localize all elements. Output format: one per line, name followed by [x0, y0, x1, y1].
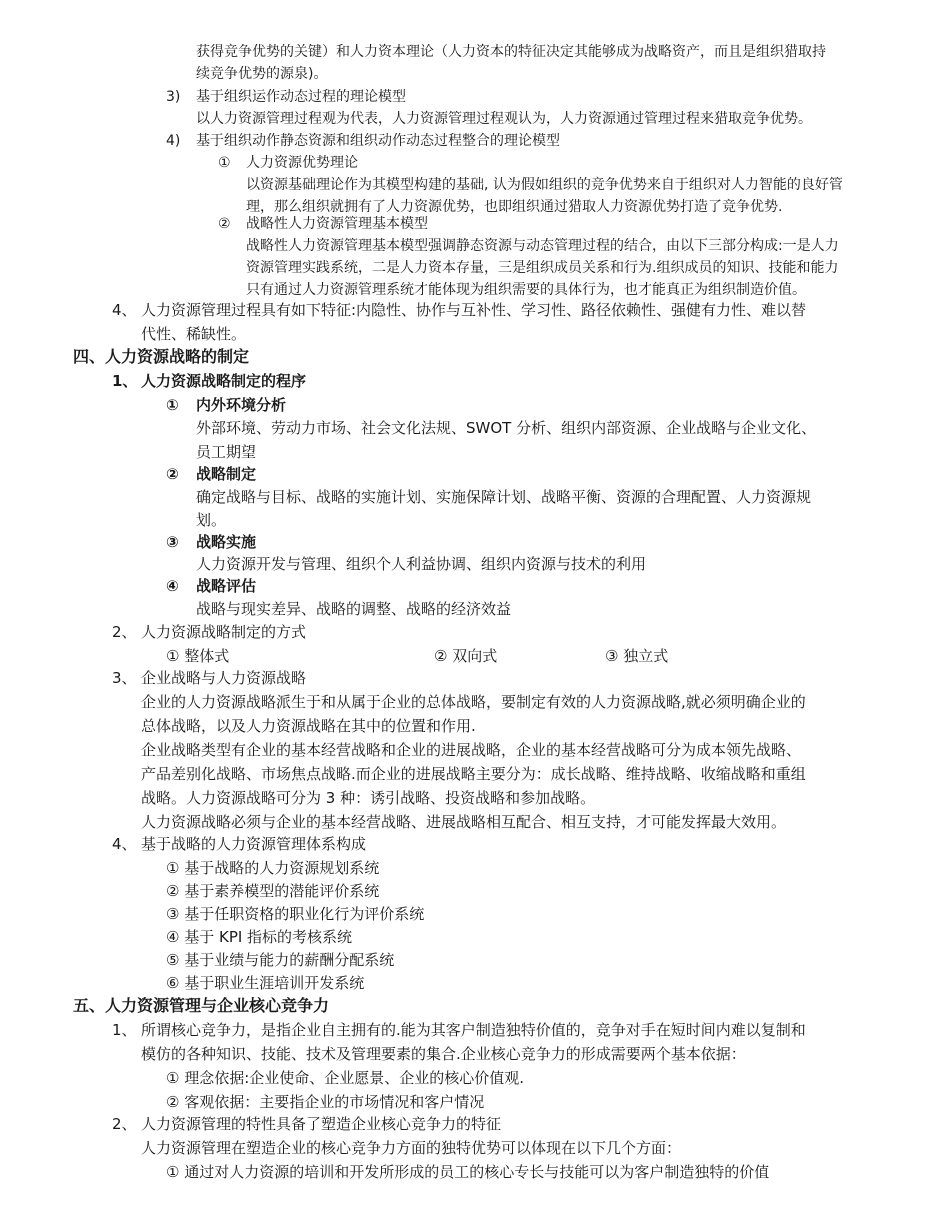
paragraph-line: 划。 [196, 511, 227, 529]
list-item-title: 基于组织动作静态资源和组织动作动态过程整合的理论模型 [196, 133, 560, 149]
paragraph-line: 人力资源管理过程具有如下特征:内隐性、协作与互补性、学习性、路径依赖性、强健有力性、难以替 [141, 301, 807, 319]
step-title: 内外环境分析 [196, 396, 287, 414]
paragraph-line: 员工期望 [196, 443, 257, 461]
list-item-title: 人力资源优势理论 [246, 155, 358, 171]
section-heading: 五、人力资源管理与企业核心竞争力 [73, 996, 330, 1015]
paragraph-line: 模仿的各种知识、技能、技术及管理要素的集合.企业核心竞争力的形成需要两个基本依据： [141, 1045, 746, 1063]
list-marker: ① [218, 155, 231, 171]
method-item: ③ 独立式 [605, 647, 669, 665]
paragraph-line: 获得竞争优势的关键）和人力资本理论（人力资本的特征决定其能够成为战略资产，而且是组织猎取持 [196, 44, 826, 60]
list-number: 3、 [112, 669, 137, 687]
paragraph-line: 人力资源开发与管理、组织个人利益协调、组织内资源与技术的利用 [196, 555, 647, 573]
paragraph-line: 外部环境、劳动力市场、社会文化法规、SWOT 分析、组织内部资源、企业战略与企业文化、 [196, 419, 817, 437]
subsection-title: 企业战略与人力资源战略 [141, 669, 307, 687]
step-title: 战略评估 [196, 577, 257, 595]
list-number: 4、 [112, 835, 137, 853]
step-title: 战略实施 [196, 533, 257, 551]
list-item: ① 通过对人力资源的培训和开发所形成的员工的核心专长与技能可以为客户制造独特的价值 [166, 1163, 770, 1181]
list-item: ④ 基于 KPI 指标的考核系统 [166, 928, 353, 946]
paragraph-line: 战略性人力资源管理基本模型强调静态资源与动态管理过程的结合，由以下三部分构成:一是人力 [246, 238, 839, 254]
paragraph-line: 人力资源战略必须与企业的基本经营战略、进展战略相互配合、相互支持，才可能发挥最大效用。 [141, 813, 787, 831]
list-item: ① 基于战略的人力资源规划系统 [166, 859, 380, 877]
list-number: 3) [166, 89, 181, 105]
paragraph-line: 企业战略类型有企业的基本经营战略和企业的进展战略，企业的基本经营战略可分为成本领先战略、 [141, 741, 802, 759]
paragraph-line: 确定战略与目标、战略的实施计划、实施保障计划、战略平衡、资源的合理配置、人力资源规 [196, 488, 812, 506]
list-item: ⑤ 基于业绩与能力的薪酬分配系统 [166, 951, 395, 969]
list-number: 4、 [112, 301, 137, 319]
paragraph-line: 以人力资源管理过程观为代表，人力资源管理过程观认为，人力资源通过管理过程来猎取竞争优势。 [196, 111, 812, 127]
list-item-title: 战略性人力资源管理基本模型 [246, 216, 428, 232]
subsection-title: 人力资源管理的特性具备了塑造企业核心竞争力的特征 [141, 1115, 502, 1133]
list-marker: ② [218, 216, 231, 232]
list-item: ⑥ 基于职业生涯培训开发系统 [166, 974, 365, 992]
list-number: 2、 [112, 623, 137, 641]
paragraph-line: 所谓核心竞争力，是指企业自主拥有的.能为其客户制造独特价值的，竞争对手在短时间内难以复制和 [141, 1021, 806, 1039]
list-item: ① 理念依据:企业使命、企业愿景、企业的核心价值观. [166, 1069, 525, 1087]
paragraph-line: 以资源基础理论作为其模型构建的基础, 认为假如组织的竞争优势来自于组织对人力智能的良好管 [246, 177, 843, 193]
list-item-title: 基于组织运作动态过程的理论模型 [196, 89, 406, 105]
method-item: ① 整体式 [166, 647, 230, 665]
list-marker: ④ [166, 577, 179, 595]
list-number: 1、 [112, 1021, 137, 1039]
list-item: ② 基于素养模型的潜能评价系统 [166, 882, 380, 900]
paragraph-line: 战略与现实差异、战略的调整、战略的经济效益 [196, 600, 512, 618]
list-item: ③ 基于任职资格的职业化行为评价系统 [166, 905, 425, 923]
paragraph-line: 只有通过人力资源管理系统才能体现为组织需要的具体行为，也才能真正为组织制造价值。 [246, 282, 806, 298]
list-item: ② 客观依据：主要指企业的市场情况和客户情况 [166, 1093, 485, 1111]
list-number: 4) [166, 133, 181, 149]
paragraph-line: 企业的人力资源战略派生于和从属于企业的总体战略，要制定有效的人力资源战略,就必须明确企业的 [141, 693, 806, 711]
paragraph-line: 代性、稀缺性。 [141, 325, 247, 343]
paragraph-line: 续竞争优势的源泉)。 [196, 66, 328, 82]
subsection-title: 人力资源战略制定的方式 [141, 623, 307, 641]
list-number: 2、 [112, 1115, 137, 1133]
paragraph-line: 总体战略，以及人力资源战略在其中的位置和作用. [141, 717, 476, 735]
list-marker: ③ [166, 533, 179, 551]
list-marker: ② [166, 465, 179, 483]
method-item: ② 双向式 [434, 647, 498, 665]
paragraph-line: 资源管理实践系统，二是人力资本存量，三是组织成员关系和行为.组织成员的知识、技能和能力 [246, 260, 839, 276]
subsection-title: 基于战略的人力资源管理体系构成 [141, 835, 367, 853]
step-title: 战略制定 [196, 465, 257, 483]
section-heading: 四、人力资源战略的制定 [73, 347, 250, 366]
paragraph-line: 理，那么组织就拥有了人力资源优势，也即组织通过猎取人力资源优势打造了竞争优势. [246, 199, 783, 215]
list-number: 1、 [112, 372, 138, 390]
paragraph-line: 产品差别化战略、市场焦点战略.而企业的进展战略主要分为：成长战略、维持战略、收缩战略和重组 [141, 765, 806, 783]
subsection-title: 人力资源战略制定的程序 [141, 372, 307, 390]
paragraph-line: 战略。人力资源战略可分为 3 种：诱引战略、投资战略和参加战略。 [141, 789, 596, 807]
paragraph-line: 人力资源管理在塑造企业的核心竞争力方面的独特优势可以体现在以下几个方面： [141, 1139, 682, 1157]
list-marker: ① [166, 396, 179, 414]
